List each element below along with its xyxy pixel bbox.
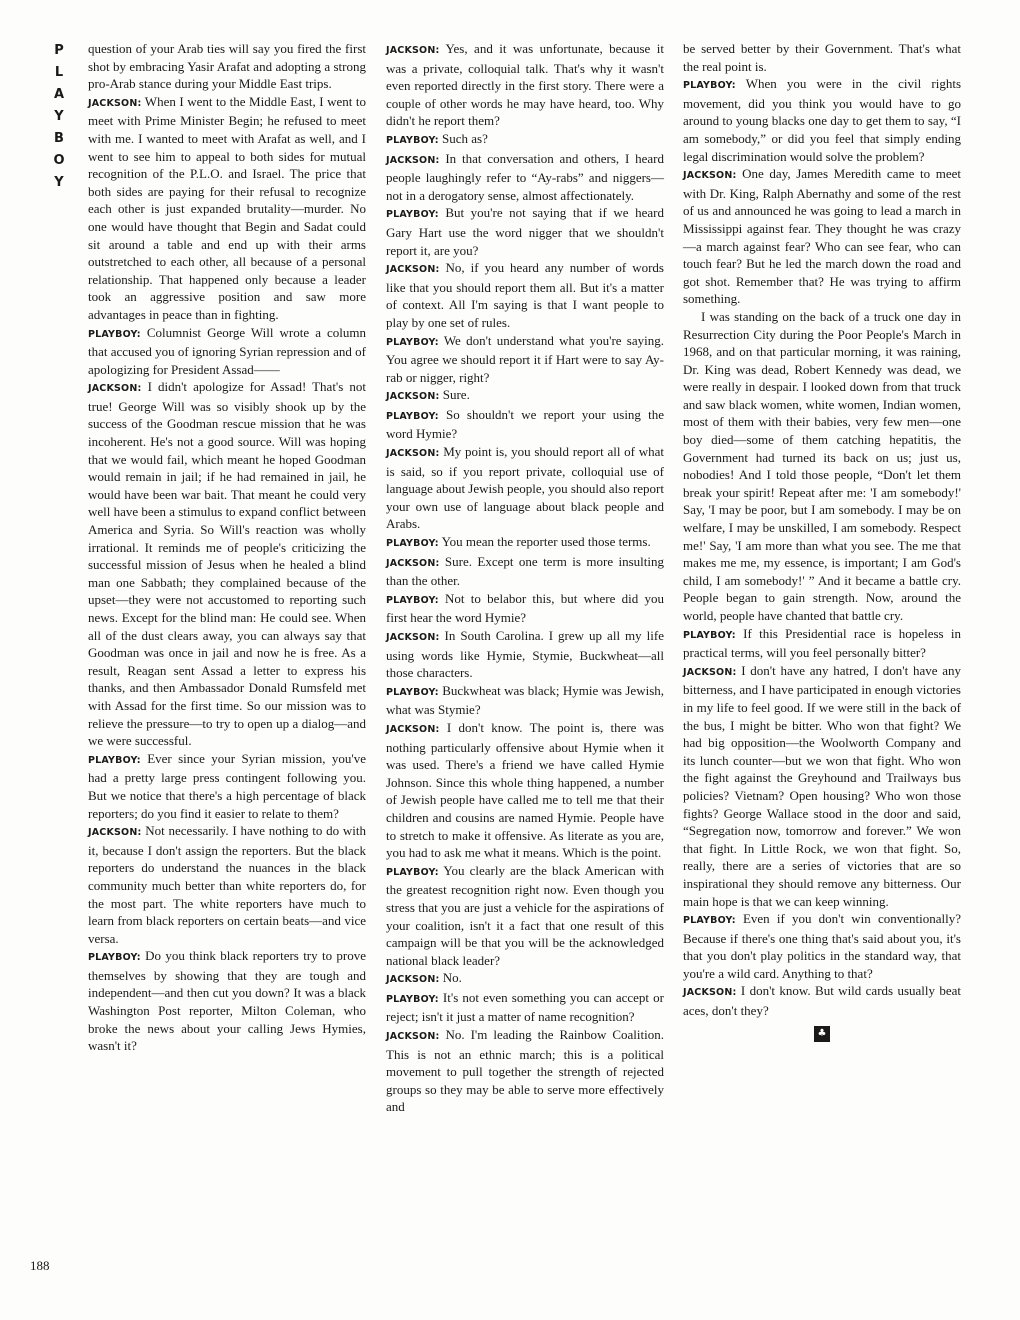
paragraph-text: I didn't apologize for Assad! That's not true! George Will was so visibly shook up by the success of the Goodman rescue mission that he was incoherent. He's not a good source. Will was hoping that we would fail, which meant he hoped Goodman would remain in jail; if he had remained in jail, he would have been war bait. That meant he could very well have been a stimulus to expand conflict between America and Syria. So Will's reaction was wholly irrational. It reminds me of people's criticizing the successful mission of Jesus when he healed a blind man one Sabbath; they complained because of the upset—they were not accustomed to reporting such news. Except for the blind man: He could see. When all of the dust clears away, you can always say that Goodman was once in jail and now he is free. As a result, Reagan sent Assad a letter to express his thanks, and then Ambassador Donald Rumsfeld met with Assad for the first time. So our mission was to relieve the pressure—to try to open up a dialog—and we were successful. xyxy=(88,379,367,749)
interview-paragraph xyxy=(683,662,961,910)
interview-paragraph xyxy=(683,40,961,75)
paragraph-text: Yes, and it was unfortunate, because it was a private, colloquial talk. That's why it wasn't even reported directly in the first story. There were a couple of other words he may have heard, too. Why didn't he report them? xyxy=(386,41,664,129)
paragraph-text: be served better by their Government. That's what the real point is. xyxy=(683,41,961,74)
interview-paragraph xyxy=(386,862,664,970)
interview-paragraph xyxy=(386,150,664,205)
paragraph-text: Not necessarily. I have nothing to do with it, because I don't assign the reporters. But the black reporters do understand the nuances in the black community much better than white reporters do, for the most part. The white reporters have much to learn from black reporters on certain beats—and vice versa. xyxy=(88,823,367,946)
paragraph-text: When you were in the civil rights movement, did you think you would have to go around to young blacks one day to get them to say, “I am somebody,” or did you feel that simply ending legal discrimination would solve the problem? xyxy=(683,76,961,164)
interview-paragraph xyxy=(683,75,961,165)
speaker-label: PLAYBOY: xyxy=(386,410,439,422)
interview-paragraph xyxy=(683,910,961,982)
speaker-label: JACKSON: xyxy=(386,974,440,986)
paragraph-text: But you're not saying that if we heard Gary Hart use the word nigger that we shouldn't report it, are you? xyxy=(386,205,664,258)
speaker-label: PLAYBOY: xyxy=(683,915,736,927)
running-head-letter: P xyxy=(54,43,64,58)
interview-paragraph xyxy=(386,40,664,130)
interview-paragraph xyxy=(386,590,664,627)
speaker-label: JACKSON: xyxy=(386,154,440,166)
interview-paragraph xyxy=(88,822,366,947)
paragraph-text: Ever since your Syrian mission, you've had a pretty large press contingent following you. But we notice that there's a high percentage of black reporters; do you find it easier to relate to them? xyxy=(88,750,367,821)
interview-paragraph xyxy=(386,533,664,553)
paragraph-text: In South Carolina. I grew up all my life using words like Hymie, Stymie, Buckwheat—all those characters. xyxy=(386,628,665,681)
speaker-label: PLAYBOY: xyxy=(386,594,439,606)
paragraph-text: question of your Arab ties will say you fired the first shot by embracing Yasir Arafat and adopting a strong pro-Arab stance during your Middle East trips. xyxy=(88,41,366,92)
speaker-label: PLAYBOY: xyxy=(88,754,141,766)
running-head-letter: A xyxy=(53,87,65,102)
interview-paragraph xyxy=(386,443,664,533)
paragraph-text: No. xyxy=(442,970,462,986)
paragraph-text: So shouldn't we report your using the word Hymie? xyxy=(386,406,665,442)
page-number: 188 xyxy=(30,1258,50,1273)
interview-paragraph xyxy=(88,40,366,93)
speaker-label: JACKSON: xyxy=(88,827,142,839)
speaker-label: PLAYBOY: xyxy=(386,336,439,348)
interview-paragraph xyxy=(386,719,664,862)
interview-paragraph xyxy=(386,989,664,1026)
interview-paragraph xyxy=(683,308,961,625)
paragraph-text: Even if you don't win conventionally? Because if there's one thing that's said about you, it's that you don't play politics in the standard way, that you're a wild card. Anything to that? xyxy=(683,911,962,981)
text-column-3 xyxy=(683,40,961,1042)
paragraph-text: In that conversation and others, I heard people laughingly refer to “Ay-rabs” and niggers—not in a derogatory sense, almost affectionately. xyxy=(386,150,665,203)
running-head-letter: O xyxy=(53,153,65,168)
paragraph-text: I don't know. But wild cards usually beat aces, don't they? xyxy=(683,983,962,1019)
paragraph-text: No. I'm leading the Rainbow Coalition. This is not an ethnic march; this is a political movement to pull together the strength of rejected groups so they may be able to serve more effectively and xyxy=(386,1027,665,1115)
speaker-label: JACKSON: xyxy=(386,45,440,56)
speaker-label: JACKSON: xyxy=(683,170,737,182)
paragraph-text: I was standing on the back of a truck one day in Resurrection City during the Poor People's March in 1968, and on that particular morning, it was raining, Dr. King was dead, Robert Kennedy was dead, we were really in despair. I looked down from that truck and saw black women, white women, Indian women, most of them with their babies, very few men—one boy died—some of them catching hepatitis, the Government had turned its back on us; just us, nobodies! And I told those people, “Don't let them break your spirit! Repeat after me: 'I am somebody!' Say, 'I may be poor, but I am somebody. I may be on welfare, I may be unskilled, I am somebody. Respect me!' Say, 'I am more than what you see. The me that makes me me, my essence, is important; I am God's child, I am somebody!' ” And it became a battle cry. People began to gain strength. Now, around the world, people have chanted that battle cry. xyxy=(683,308,961,623)
paragraph-text: Sure. Except one term is more insulting than the other. xyxy=(386,553,664,589)
speaker-label: JACKSON: xyxy=(386,1031,440,1043)
paragraph-text: No, if you heard any number of words like that you should report them all. But it's a matter of context. All I'm saying is that I want people to play by one set of rules. xyxy=(386,260,664,330)
paragraph-text: We don't understand what you're saying. You agree we should report it if Hart were to say Ay-rab or nigger, right? xyxy=(386,332,664,385)
interview-paragraph xyxy=(386,969,664,989)
speaker-label: JACKSON: xyxy=(386,632,440,643)
interview-paragraph xyxy=(88,378,366,749)
speaker-label: JACKSON: xyxy=(386,448,440,460)
paragraph-text: Buckwheat was black; Hymie was Jewish, what was Stymie? xyxy=(386,682,664,718)
speaker-label: JACKSON: xyxy=(683,987,737,999)
interview-paragraph xyxy=(88,947,366,1055)
paragraph-text: You mean the reporter used those terms. xyxy=(441,534,651,550)
paragraph-text: Sure. xyxy=(442,387,470,403)
interview-paragraph xyxy=(386,627,664,682)
speaker-label: JACKSON: xyxy=(386,723,440,735)
running-head-letter: Y xyxy=(54,109,64,124)
text-column-1 xyxy=(88,40,366,1055)
interview-paragraph xyxy=(386,259,664,331)
speaker-label: PLAYBOY: xyxy=(683,629,736,641)
interview-paragraph xyxy=(683,165,961,308)
speaker-label: PLAYBOY: xyxy=(386,134,439,146)
paragraph-text: One day, James Meredith came to meet with Dr. King, Ralph Abernathy and some of the rest of us and announced he was going to lead a march in Mississippi against fear. They thought he was crazy—a march against fear? Who can see fear, who can touch fear? But he led the march down the road and got shot. Remember that? He was trying to affirm something. xyxy=(683,166,961,307)
running-head-letter: Y xyxy=(54,175,64,190)
paragraph-text: My point is, you should report all of what is said, so if you report private, colloquial use of language about Jewish people, you should also report your own use of language about black people and Arabs. xyxy=(386,444,665,532)
speaker-label: PLAYBOY: xyxy=(88,328,141,340)
paragraph-text: If this Presidential race is hopeless in practical terms, will you feel personally bitter? xyxy=(683,625,962,661)
speaker-label: JACKSON: xyxy=(88,383,142,395)
speaker-label: PLAYBOY: xyxy=(386,209,439,221)
speaker-label: PLAYBOY: xyxy=(386,686,439,698)
end-of-article-icon: ♣ xyxy=(814,1026,830,1042)
speaker-label: JACKSON: xyxy=(386,391,440,403)
interview-paragraph xyxy=(683,625,961,662)
running-head-letter: B xyxy=(54,131,64,146)
speaker-label: PLAYBOY: xyxy=(386,993,439,1005)
speaker-label: PLAYBOY: xyxy=(683,80,736,92)
paragraph-text: When I went to the Middle East, I went to meet with Prime Minister Begin; he refused to meet with me. I wanted to meet with Arafat as well, and I went to see him to appeal to both sides for mutual recognition of the P.L.O. and Israel. The price that both sides are paying for their refusal to recognize each other is just expanded brutality—murder. No one would have thought that Begin and Sadat could sit around a table and end up with their arms outstretched to each other, all because of a personal relationship. That happened only because a leader took an aggressive position and saw more advantages in peace than in fighting. xyxy=(88,93,367,322)
interview-paragraph xyxy=(88,93,366,324)
interview-paragraph xyxy=(386,332,664,387)
paragraph-text: Do you think black reporters try to prove themselves by showing that they are tough and independent—and then cut you down? It was a black Washington Post reporter, Milton Coleman, who broke the news about your calling Jews Hymies, wasn't it? xyxy=(88,948,366,1054)
speaker-label: PLAYBOY: xyxy=(386,866,439,878)
speaker-label: JACKSON: xyxy=(88,97,142,109)
paragraph-text: Not to belabor this, but where did you first hear the word Hymie? xyxy=(386,590,664,626)
interview-paragraph xyxy=(88,324,366,379)
paragraph-text: I don't have any hatred, I don't have any bitterness, and I have participated in enough victories in my life to feel good. If we were still in the back of the bus, I might be bitter. Who won that fight? We had big opposition—the Woolworth Company and its lunch counter—but we won that fight. Who won the fight against the Greyhound and Trailways bus policies? Vietnam? Open housing? Who won those fights? George Wallace stood in the door and said, “Segregation now, tomorrow and forever.” We won that fight. In Little Rock, we won that fight. So, really, there are a series of victories that are so inspirational they should remove any bitterness. Our main hope is that we can keep winning. xyxy=(683,662,961,909)
interview-paragraph xyxy=(386,130,664,150)
speaker-label: PLAYBOY: xyxy=(88,952,141,964)
speaker-label: PLAYBOY: xyxy=(386,538,439,550)
paragraph-text: Columnist George Will wrote a column that accused you of ignoring Syrian repression and of apologizing for President Assad—— xyxy=(88,324,367,377)
paragraph-text: I don't know. The point is, there was nothing particularly offensive about Hymie when it was used. There's a friend we have called Hymie Johnson. Since this whole thing happened, a number of Jewish people have called me to tell me that their children and cousins are named Hymie. People have to stretch to make it offensive. As literate as you are, you had to ask me what it means. Which is the point. xyxy=(386,719,664,861)
text-column-2 xyxy=(386,40,664,1116)
interview-paragraph xyxy=(88,750,366,822)
magazine-running-head xyxy=(50,40,68,194)
running-head-letter: L xyxy=(54,65,64,80)
interview-paragraph xyxy=(386,386,664,406)
speaker-label: JACKSON: xyxy=(386,264,440,276)
speaker-label: JACKSON: xyxy=(386,557,440,569)
paragraph-text: Such as? xyxy=(442,130,488,146)
interview-paragraph xyxy=(386,1026,664,1116)
paragraph-text: It's not even something you can accept or reject; isn't it just a matter of name recognition? xyxy=(386,989,664,1025)
interview-paragraph xyxy=(683,982,961,1019)
interview-paragraph xyxy=(386,406,664,443)
interview-paragraph xyxy=(386,553,664,590)
speaker-label: JACKSON: xyxy=(683,666,737,678)
interview-paragraph xyxy=(386,204,664,259)
paragraph-text: You clearly are the black American with the greatest recognition right now. Even though you stress that you are just a vehicle for the aspirations of your coalition, isn't it a fact that one result of this campaign will be that you will be the acknowledged national black leader? xyxy=(386,862,664,968)
interview-paragraph xyxy=(386,682,664,719)
